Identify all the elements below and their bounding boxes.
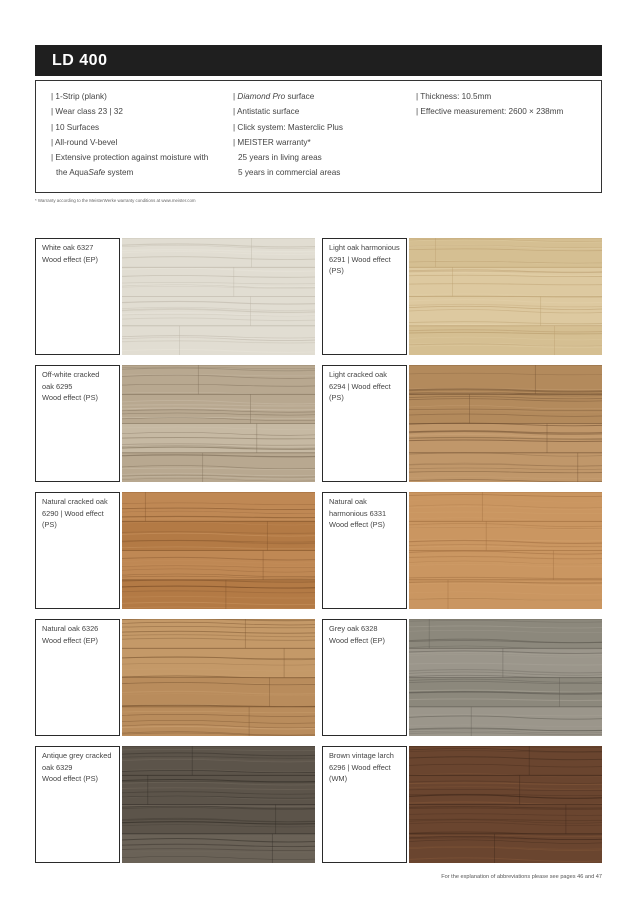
swatch-card — [35, 365, 315, 482]
swatch-card — [322, 746, 602, 863]
wood-texture-image — [409, 619, 602, 736]
swatch-label — [35, 365, 120, 482]
swatch-label-line: Brown vintage larch — [329, 751, 394, 760]
swatch-label — [322, 365, 407, 482]
spec-item: | Antistatic surface — [233, 107, 300, 117]
swatch-label-line: Wood effect (EP) — [329, 635, 386, 645]
swatch-label-line: (PS) — [329, 393, 344, 403]
spec-item: 5 years in commercial areas — [238, 168, 341, 178]
wood-texture-image — [409, 492, 602, 609]
spec-item: | Click system: Masterclic Plus — [233, 122, 343, 132]
swatch-label — [35, 619, 120, 736]
swatch-label-line: (PS) — [329, 266, 344, 276]
spec-column-1 — [51, 89, 208, 181]
swatch-label-line: Wood effect (EP) — [42, 254, 99, 264]
swatch-label-line: 6291 | Wood effect — [329, 254, 391, 264]
wood-texture-image — [409, 365, 602, 482]
swatch-label-line: Light oak harmonious — [329, 243, 400, 252]
swatch-label-line: Natural oak 6326 — [42, 624, 99, 633]
swatch-label-line: Grey oak 6328 — [329, 624, 378, 633]
spec-column-2 — [233, 89, 343, 181]
wood-texture-image — [409, 746, 602, 863]
swatch-label-line: Light cracked oak — [329, 370, 387, 379]
swatch-label-line: Natural oak — [329, 497, 367, 506]
wood-texture-image — [122, 365, 315, 482]
wood-texture-image — [409, 238, 602, 355]
swatch-label-line: 6290 | Wood effect — [42, 508, 104, 518]
spec-item: | 1-Strip (plank) — [51, 92, 107, 101]
spec-item: | All-round V-bevel — [51, 137, 118, 147]
swatch-label-line: Off-white cracked — [42, 370, 100, 379]
swatch-label — [322, 492, 407, 609]
swatch-label — [35, 492, 120, 609]
spec-item: | Effective measurement: 2600 × 238mm — [416, 107, 564, 117]
spec-item: 25 years in living areas — [238, 153, 322, 163]
swatch-label-line: oak 6295 — [42, 381, 73, 391]
swatch-card — [322, 365, 602, 482]
specifications-box — [35, 80, 602, 193]
swatch-label — [35, 746, 120, 863]
swatch-label-line: Wood effect (PS) — [329, 520, 386, 530]
swatch-label-line: Natural cracked oak — [42, 497, 108, 506]
swatch-label-line: Wood effect (PS) — [42, 774, 99, 784]
swatch-label-line: White oak 6327 — [42, 243, 94, 252]
swatch-label — [322, 746, 407, 863]
product-title: LD 400 — [35, 45, 602, 76]
swatch-card — [35, 492, 315, 609]
swatch-card — [35, 746, 315, 863]
swatch-label — [35, 238, 120, 355]
swatch-label-line: Antique grey cracked — [42, 751, 112, 760]
abbreviations-note: For the explanation of abbreviations please see pages 46 and 47 — [441, 874, 602, 880]
swatch-label — [322, 619, 407, 736]
spec-item: | Thickness: 10.5mm — [416, 92, 492, 101]
swatch-label-line: oak 6329 — [42, 762, 73, 772]
wood-texture-image — [122, 619, 315, 736]
swatch-card — [322, 492, 602, 609]
swatch-label-line: harmonious 6331 — [329, 508, 387, 518]
swatch-card — [35, 619, 315, 736]
swatch-card — [322, 619, 602, 736]
spec-item: | Wear class 23 | 32 — [51, 107, 123, 117]
spec-column-3 — [416, 89, 563, 120]
spec-item: | Extensive protection against moisture with — [51, 153, 209, 163]
warranty-footnote: * Warranty according to the MeisterWerke warranty conditions at www.meister.com — [35, 198, 196, 203]
spec-item: | 10 Surfaces — [51, 122, 100, 132]
wood-texture-image — [122, 492, 315, 609]
swatch-label — [322, 238, 407, 355]
swatch-label-line: (PS) — [42, 520, 57, 530]
swatch-label-line: Wood effect (EP) — [42, 635, 99, 645]
swatch-card — [322, 238, 602, 355]
swatch-label-line: 6296 | Wood effect — [329, 762, 391, 772]
swatch-label-line: Wood effect (PS) — [42, 393, 99, 403]
spec-item: | MEISTER warranty* — [233, 137, 311, 147]
wood-texture-image — [122, 238, 315, 355]
swatch-card — [35, 238, 315, 355]
spec-item: the AquaSafe system — [56, 168, 134, 178]
spec-item: | Diamond Pro surface — [233, 92, 315, 101]
wood-texture-image — [122, 746, 315, 863]
swatch-label-line: 6294 | Wood effect — [329, 381, 391, 391]
swatch-label-line: (WM) — [329, 774, 348, 784]
